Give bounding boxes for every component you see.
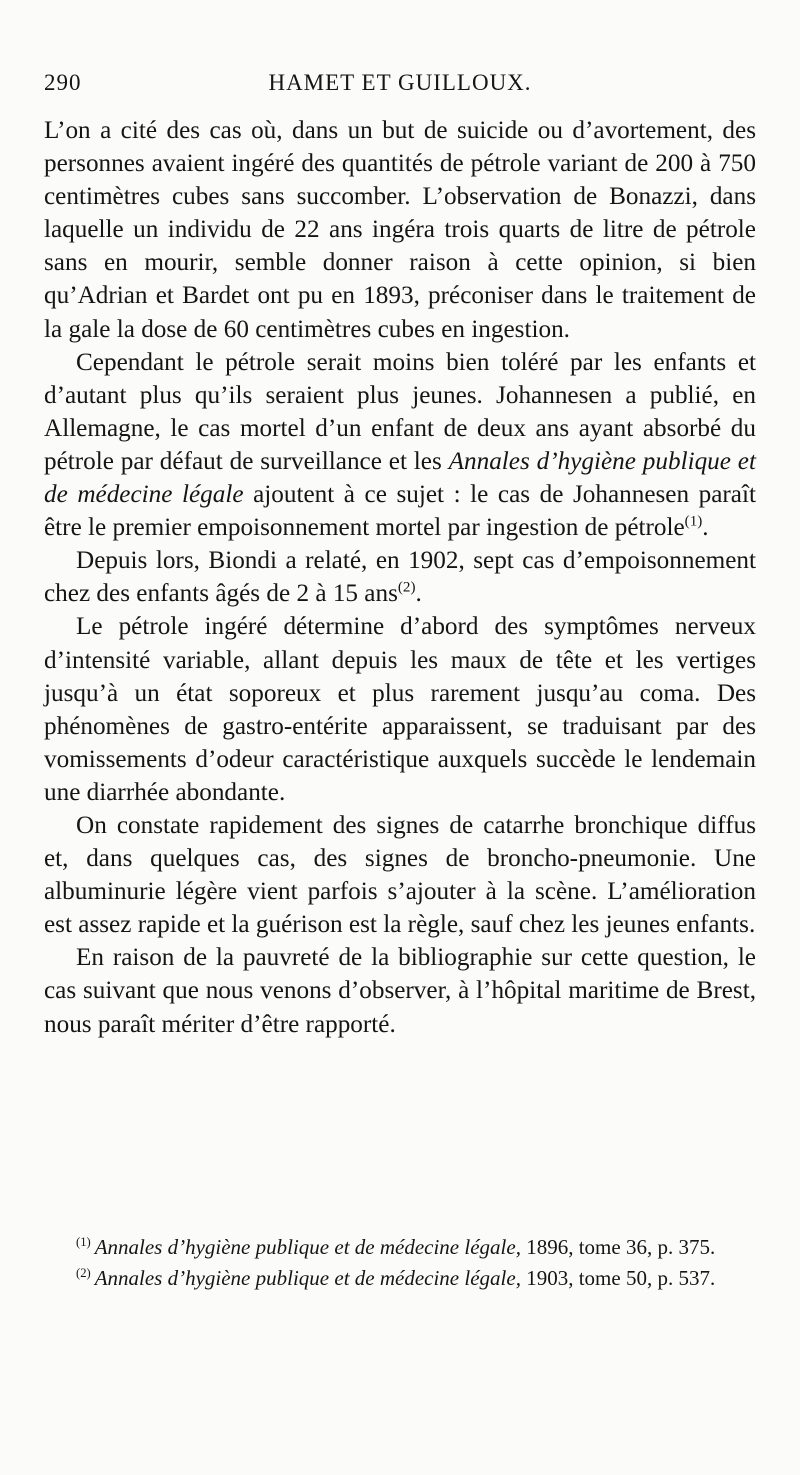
footnote-2 bbox=[44, 1263, 756, 1294]
paragraph-5-text: On constate rapidement des signes de catarrhe bronchique diffus et, dans quelques cas, des signes de broncho-pneumonie. Une albuminurie légère vient parfois s’ajouter à la scène. L’amélioration est assez rapide et la guérison est la règle, sauf chez les jeunes enfants. bbox=[44, 811, 756, 939]
running-header bbox=[44, 70, 756, 104]
footnote-2-journal: Annales d’hygiène publique et de médecine légale, bbox=[94, 1266, 521, 1290]
paragraph-1-text: L’on a cité des cas où, dans un but de suicide ou d’avortement, des personnes avaient ingéré des quantités de pétrole variant de 200 à 750 centimètres cubes sans succomber. L’observation de Bonazzi, dans laquelle un individu de 22 ans ingéra trois quarts de litre de pétrole sans en mourir, semble donner raison à cette opinion, si bien qu’Adrian et Bardet ont pu en 1893, préconiser dans le traitement de la gale la dose de 60 centimètres cubes en ingestion. bbox=[44, 117, 756, 343]
footnote-ref-1[interactable]: (1) bbox=[684, 513, 703, 530]
running-title: HAMET ET GUILLOUX. bbox=[268, 70, 532, 95]
paragraph-3 bbox=[44, 544, 756, 610]
footnote-1-citation: 1896, tome 36, p. 375. bbox=[520, 1235, 716, 1259]
paragraph-4-text: Le pétrole ingéré détermine d’abord des symptômes nerveux d’intensité variable, allant depuis les maux de tête et les vertiges jusqu’à un état soporeux et plus rarement jusqu’au coma. Des phénomènes de gastro-entérite apparaissent, se traduisant par des vomissements d’odeur caractéristique auxquels succède le lendemain une diarrhée abondante. bbox=[44, 613, 756, 806]
footnote-1 bbox=[44, 1232, 756, 1263]
paragraph-6-text: En raison de la pauvreté de la bibliographie sur cette question, le cas suivant que nous venons d’observer, à l’hôpital maritime de Brest, nous paraît mériter d’être rapporté. bbox=[44, 944, 756, 1038]
footnote-1-journal: Annales d’hygiène publique et de médecine légale, bbox=[94, 1235, 521, 1259]
footnotes bbox=[44, 1232, 756, 1294]
page-number: 290 bbox=[44, 70, 82, 95]
paragraph-5 bbox=[44, 809, 756, 941]
paragraph-2-end: . bbox=[702, 514, 709, 542]
footnote-2-citation: 1903, tome 50, p. 537. bbox=[520, 1266, 716, 1290]
journal-title-italic: Annales d’hygiène publique et de médecine légale bbox=[44, 447, 756, 509]
paragraph-3-text: Depuis lors, Biondi a relaté, en 1902, sept cas d’empoisonnement chez des enfants âgés de 2 à 15 ans bbox=[44, 547, 756, 608]
paragraph-3-end: . bbox=[415, 580, 422, 608]
paragraph-6 bbox=[44, 941, 756, 1040]
paragraph-4 bbox=[44, 610, 756, 809]
footnote-1-marker: (1) bbox=[76, 1235, 91, 1249]
footnote-2-marker: (2) bbox=[76, 1266, 91, 1280]
paragraph-2 bbox=[44, 346, 756, 545]
paragraph-2-text-b: ajoutent à ce sujet : le cas de Johannesen paraît être le premier empoisonnement mortel par ingestion de pétrole bbox=[44, 481, 756, 542]
paragraph-2-text-a: Cependant le pétrole serait moins bien toléré par les enfants et d’autant plus qu’ils seraient plus jeunes. Johannesen a publié, en Allemagne, le cas mortel d’un enfant de deux ans ayant absorbé du pétrole par défaut de surveillance et les bbox=[44, 348, 756, 475]
footnote-ref-2[interactable]: (2) bbox=[397, 579, 416, 596]
body-text bbox=[44, 114, 756, 1041]
paragraph-1 bbox=[44, 114, 756, 346]
